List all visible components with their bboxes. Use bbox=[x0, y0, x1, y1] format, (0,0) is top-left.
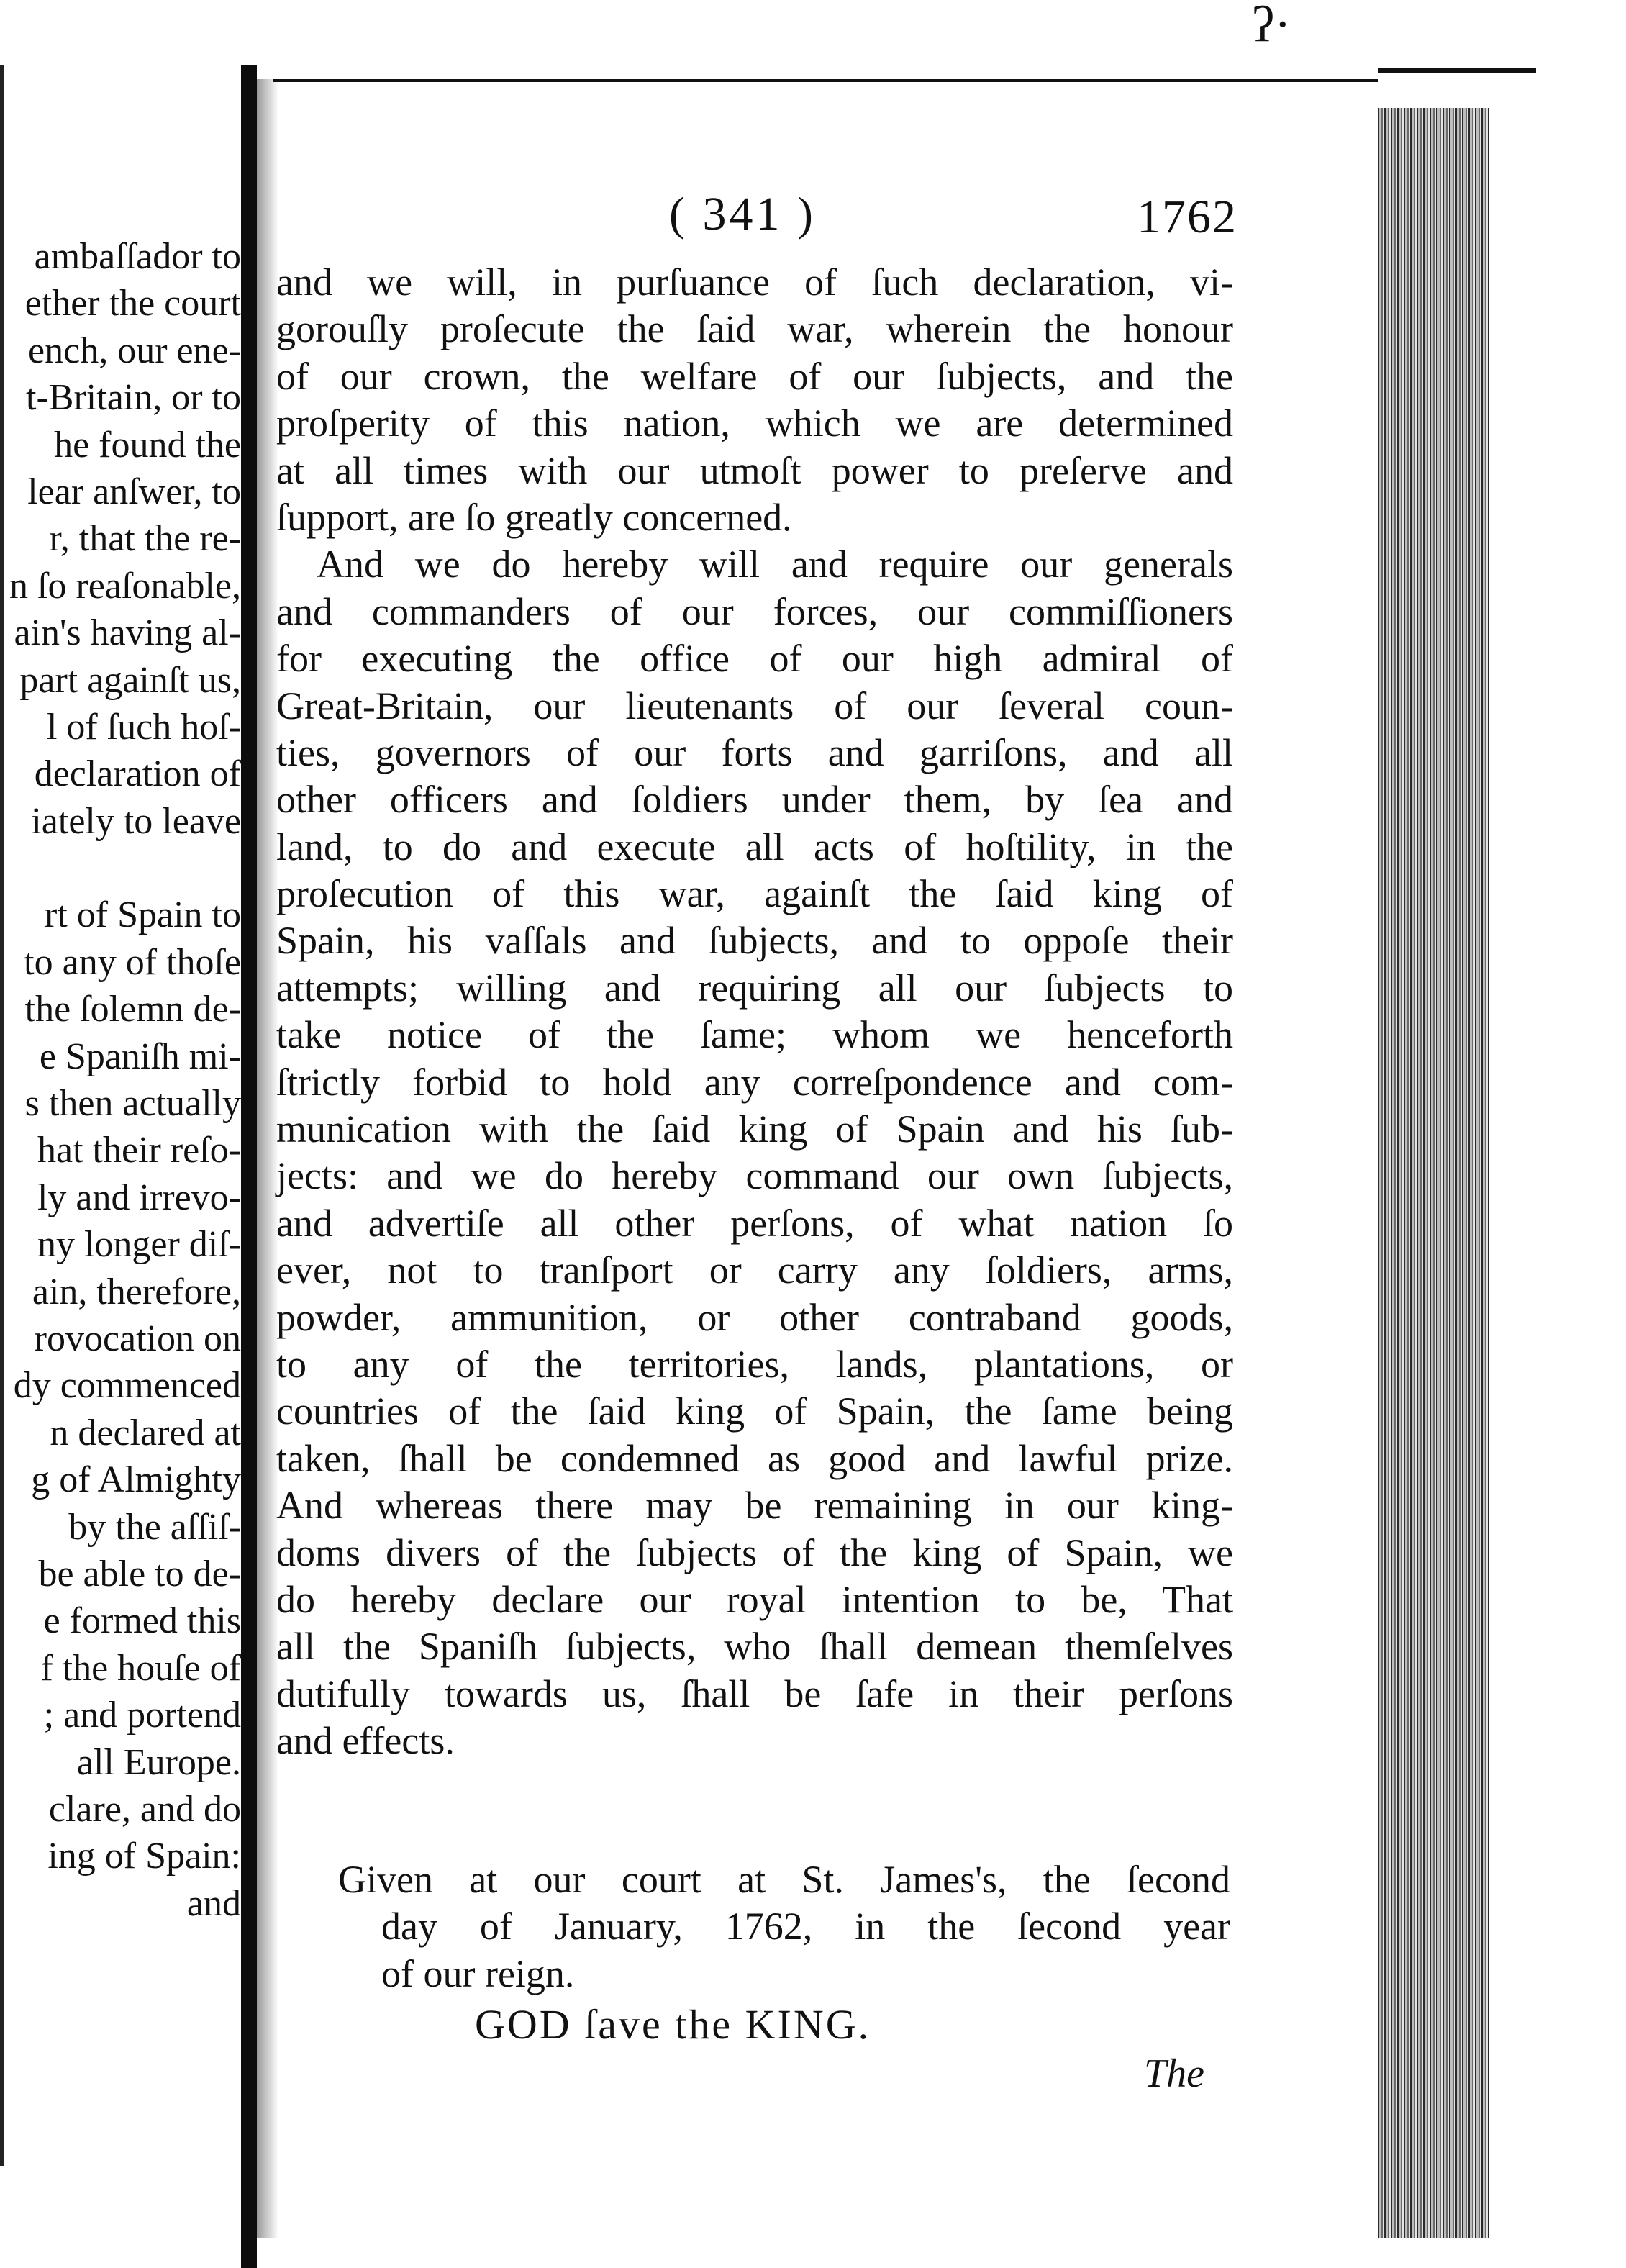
left-page-line: by the aſſiſ- bbox=[68, 1506, 241, 1548]
body-line: doms divers of the ſubjects of the king of Spain, we bbox=[276, 1530, 1233, 1574]
body-line: to any of the territories, lands, plantations, or bbox=[276, 1342, 1233, 1386]
left-page-line: he found the bbox=[54, 424, 241, 466]
left-page-line: rovocation on bbox=[34, 1317, 241, 1359]
body-line: And whereas there may be remaining in our king- bbox=[276, 1484, 1233, 1528]
left-page-line: hat their reſo- bbox=[37, 1130, 241, 1171]
left-page-line: ing of Spain: bbox=[47, 1836, 241, 1877]
left-page-line: t-Britain, or to bbox=[26, 377, 241, 419]
dateline-line: of our reign. bbox=[381, 1951, 575, 1995]
body-line: attempts; willing and requiring all our ſubjects to bbox=[276, 966, 1233, 1010]
body-line: land, to do and execute all acts of hoſtility, in the bbox=[276, 825, 1233, 868]
left-page-line: declaration of bbox=[34, 753, 241, 795]
body-line: jects: and we do hereby command our own ſubjects, bbox=[276, 1154, 1233, 1198]
body-line: and we will, in purſuance of ſuch declaration, vi- bbox=[276, 260, 1233, 304]
body-line: powder, ammunition, or other contraband goods, bbox=[276, 1295, 1233, 1339]
year-heading: 1762 bbox=[1137, 191, 1237, 243]
scan-artifact: ʔ· bbox=[1252, 0, 1291, 53]
page-number: ( 341 ) bbox=[669, 188, 816, 240]
left-page-line: be able to de- bbox=[38, 1553, 241, 1595]
body-line: ſtrictly forbid to hold any correſpondence and com- bbox=[276, 1060, 1233, 1104]
body-line: take notice of the ſame; whom we henceforth bbox=[276, 1013, 1233, 1057]
left-page-line: ly and irrevo- bbox=[37, 1176, 241, 1218]
left-page-line: ether the court bbox=[24, 283, 241, 325]
body-line: Spain, his vaſſals and ſubjects, and to oppoſe their bbox=[276, 919, 1233, 963]
left-page-line: e Spaniſh mi- bbox=[39, 1035, 241, 1077]
left-page-line: ny longer diſ- bbox=[37, 1224, 241, 1266]
body-line: And we do hereby will and require our generals bbox=[317, 543, 1233, 586]
left-page-line: iately to leave bbox=[31, 800, 241, 842]
left-page-line: ench, our ene- bbox=[28, 330, 241, 371]
left-page-text bbox=[9, 233, 241, 1927]
left-page-line: g of Almighty bbox=[31, 1459, 241, 1501]
left-page-line: r, that the re- bbox=[49, 518, 241, 560]
body-line: for executing the office of our high admiral of bbox=[276, 637, 1233, 681]
body-line: other officers and ſoldiers under them, by ſea and bbox=[276, 778, 1233, 822]
left-page-line: part againſt us, bbox=[19, 659, 241, 701]
left-page-line: dy commenced bbox=[13, 1365, 241, 1407]
body-line: gorouſly proſecute the ſaid war, wherein the honour bbox=[276, 307, 1233, 351]
left-page-line: n ſo reaſonable, bbox=[9, 565, 241, 607]
body-line: proſperity of this nation, which we are determined bbox=[276, 402, 1233, 445]
body-line: and commanders of our forces, our commiſſioners bbox=[276, 589, 1233, 633]
dateline-line: day of January, 1762, in the ſecond year bbox=[381, 1905, 1230, 1949]
left-page-line: s then actually bbox=[24, 1083, 241, 1125]
left-page-line: lear anſwer, to bbox=[27, 471, 241, 512]
dateline-line: Given at our court at St. James's, the ſecond bbox=[338, 1858, 1230, 1901]
left-page-line: to any of thoſe bbox=[24, 941, 241, 983]
left-page-line: the ſolemn de- bbox=[24, 989, 241, 1030]
left-page-line: ambaſſador to bbox=[34, 236, 241, 277]
body-line: ties, governors of our forts and garriſons, and all bbox=[276, 730, 1233, 774]
left-page-line: ain's having al- bbox=[14, 612, 241, 654]
left-page-line: ; and portend bbox=[43, 1695, 241, 1736]
left-page-line: all Europe. bbox=[76, 1741, 241, 1783]
body-line: dutifully towards us, ſhall be ſafe in their perſons bbox=[276, 1671, 1233, 1715]
body-line: ever, not to tranſport or carry any ſoldiers, arms, bbox=[276, 1248, 1233, 1292]
left-page-fragment bbox=[0, 58, 241, 2216]
body-line: do hereby declare our royal intention to be, That bbox=[276, 1577, 1233, 1621]
body-line: ſupport, are ſo greatly concerned. bbox=[276, 495, 792, 539]
body-line: and advertiſe all other perſons, of what nation ſo bbox=[276, 1201, 1233, 1245]
body-line: Great-Britain, our lieutenants of our ſeveral coun- bbox=[276, 684, 1233, 727]
book-gutter bbox=[241, 65, 257, 2268]
left-page-line: f the houſe of bbox=[40, 1647, 241, 1689]
running-head bbox=[266, 187, 1237, 259]
left-page-line: n declared at bbox=[50, 1412, 241, 1453]
body-line: taken, ſhall be condemned as good and lawful prize. bbox=[276, 1436, 1233, 1480]
left-page-line: e formed this bbox=[43, 1600, 241, 1642]
left-page-line: l of ſuch hoſ- bbox=[46, 706, 241, 748]
body-line: all the Spaniſh ſubjects, who ſhall demean themſelves bbox=[276, 1625, 1233, 1669]
body-line: at all times with our utmoſt power to preſerve and bbox=[276, 448, 1233, 492]
body-text bbox=[276, 259, 1233, 1765]
left-page-line: and bbox=[186, 1882, 241, 1924]
catchword: The bbox=[1144, 2051, 1204, 2096]
body-line: and effects. bbox=[276, 1719, 455, 1763]
left-page-line: clare, and do bbox=[48, 1788, 241, 1830]
page-edges bbox=[1378, 108, 1489, 2238]
left-page-line bbox=[9, 845, 241, 892]
body-line: of our crown, the welfare of our ſubjects, and the bbox=[276, 354, 1233, 398]
main-page bbox=[266, 72, 1374, 2231]
left-page-line: rt of Spain to bbox=[45, 894, 241, 936]
body-line: countries of the ſaid king of Spain, the ſame being bbox=[276, 1389, 1233, 1433]
body-line: proſecution of this war, againſt the ſaid king of bbox=[276, 872, 1233, 916]
closing-line: GOD ſave the KING. bbox=[475, 2001, 871, 2048]
left-page-line: ain, therefore, bbox=[32, 1271, 241, 1312]
body-line: munication with the ſaid king of Spain and his ſub- bbox=[276, 1107, 1233, 1151]
dateline bbox=[338, 1856, 1230, 1997]
